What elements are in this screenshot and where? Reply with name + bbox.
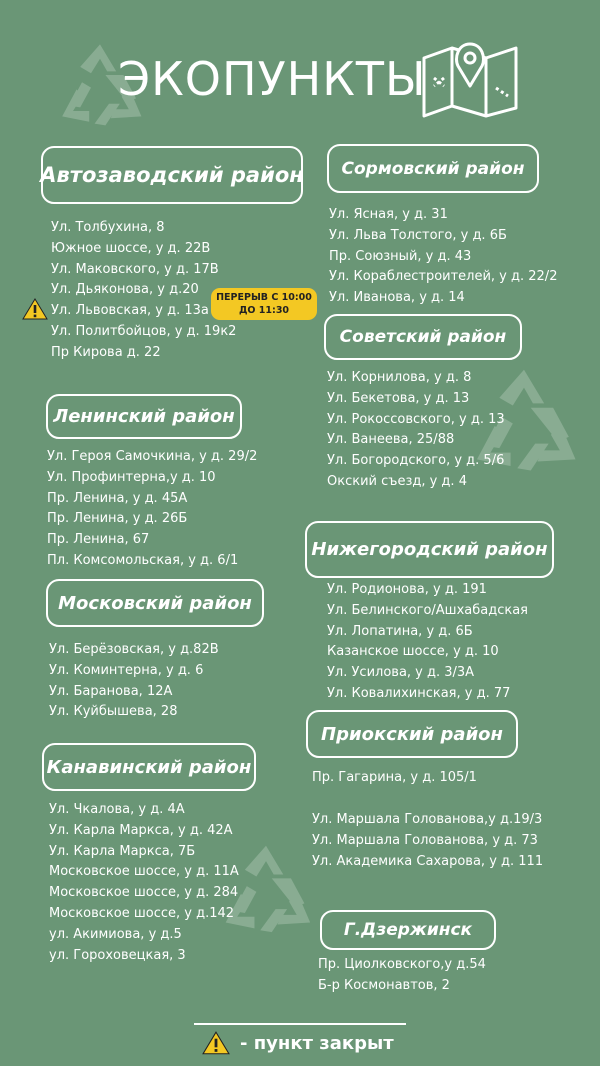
district-title-dzerzhinsk: Г.Дзержинск (320, 910, 496, 950)
list-item: Пр. Гагарина, у д. 105/1 (312, 770, 477, 785)
list-item: Пр Кирова д. 22 (51, 344, 161, 360)
list-item: Ул. Бекетова, у д. 13 (327, 390, 470, 406)
list-item: Ул. Льва Толстого, у д. 6Б (329, 227, 507, 243)
list-item: ул. Гороховецкая, 3 (49, 947, 186, 963)
list-item: ул. Акимиова, у д.5 (49, 926, 182, 942)
map-pin-icon (420, 38, 520, 118)
list-item: Пр. Циолковского,у д.54 (318, 957, 486, 972)
address-list-prioksky-top (312, 768, 477, 789)
list-item: Ул. Кораблестроителей, у д. 22/2 (329, 269, 558, 285)
list-item: Окский съезд, у д. 4 (327, 473, 467, 489)
page-title: ЭКОПУНКТЫ (118, 52, 427, 106)
list-item: Ул. Ковалихинская, у д. 77 (327, 685, 511, 701)
break-time-badge (211, 288, 317, 320)
list-item: Ул. Иванова, у д. 14 (329, 290, 465, 306)
list-item: Ул. Профинтерна,у д. 10 (47, 469, 216, 485)
legend (202, 1031, 394, 1055)
list-item: Ул. Дьяконова, у д.20 (51, 282, 199, 298)
list-item: Пл. Комсомольская, у д. 6/1 (47, 552, 239, 568)
break-time-line2: ДО 11:30 (238, 305, 290, 316)
warning-icon (22, 298, 48, 320)
list-item: Б-р Космонавтов, 2 (318, 977, 450, 993)
list-item: Ул. Баранова, 12А (49, 683, 173, 699)
legend-divider (194, 1023, 406, 1025)
district-title-nizhegorodsky: Нижегородский район (305, 521, 554, 578)
list-item: Ул. Героя Самочкина, у д. 29/2 (47, 449, 258, 464)
address-list-leninsky (47, 447, 257, 572)
district-title-prioksky: Приокский район (306, 710, 518, 758)
address-list-prioksky-bottom (312, 810, 543, 872)
address-list-nizhegorodsky (327, 580, 528, 705)
list-item: Ул. Львовская, у д. 13а (51, 303, 209, 319)
list-item: Пр. Ленина, у д. 45А (47, 490, 188, 506)
list-item: Ул. Белинского/Ашхабадская (327, 602, 528, 618)
list-item: Пр. Ленина, 67 (47, 532, 150, 548)
list-item: Ул. Берёзовская, у д.82В (49, 642, 219, 657)
list-item: Ул. Коминтерна, у д. 6 (49, 662, 204, 678)
list-item: Ул. Усилова, у д. 3/3А (327, 665, 475, 681)
list-item: Ул. Лопатина, у д. 6Б (327, 623, 473, 639)
list-item: Ул. Рокоссовского, у д. 13 (327, 411, 505, 427)
address-list-kanavinsky (49, 800, 239, 966)
address-list-dzerzhinsk (318, 955, 486, 997)
district-title-sovetsky: Советский район (324, 314, 522, 360)
district-title-leninsky: Ленинский район (46, 394, 242, 439)
list-item: Ул. Чкалова, у д. 4А (49, 802, 185, 817)
district-title-sormovsky: Сормовский район (327, 144, 539, 193)
address-list-sormovsky (329, 205, 557, 309)
list-item: Ул. Маршала Голованова,у д.19/3 (312, 812, 543, 827)
list-item: Пр. Союзный, у д. 43 (329, 248, 472, 264)
address-list-avtozavodsky (51, 218, 236, 364)
district-title-kanavinsky: Канавинский район (42, 743, 256, 791)
list-item: Ул. Ванеева, 25/88 (327, 432, 455, 448)
list-item: Южное шоссе, у д. 22В (51, 240, 211, 256)
list-item: Ул. Корнилова, у д. 8 (327, 370, 472, 385)
list-item: Ул. Ясная, у д. 31 (329, 207, 448, 222)
list-item: Ул. Карла Маркса, у д. 42А (49, 822, 233, 838)
district-title-moskovsky: Московский район (46, 579, 264, 627)
list-item: Ул. Карла Маркса, 7Б (49, 843, 196, 859)
list-item: Ул. Толбухина, 8 (51, 220, 165, 235)
list-item: Ул. Политбойцов, у д. 19к2 (51, 323, 237, 339)
list-item: Ул. Куйбышева, 28 (49, 704, 178, 720)
list-item: Ул. Родионова, у д. 191 (327, 582, 487, 597)
list-item: Пр. Ленина, у д. 26Б (47, 511, 188, 527)
address-list-sovetsky (327, 368, 505, 493)
list-item: Ул. Маршала Голованова, у д. 73 (312, 832, 538, 848)
address-list-moskovsky (49, 640, 219, 723)
legend-text: - пункт закрыт (240, 1032, 394, 1054)
list-item: Ул. Маковского, у д. 17В (51, 261, 219, 277)
district-title-avtozavodsky: Автозаводский район (41, 146, 303, 204)
warning-icon (202, 1031, 230, 1055)
list-item: Казанское шоссе, у д. 10 (327, 644, 499, 660)
list-item: Московское шоссе, у д. 284 (49, 885, 239, 901)
break-time-line1: ПЕРЕРЫВ С 10:00 (216, 292, 312, 303)
list-item: Ул. Богородского, у д. 5/6 (327, 453, 505, 469)
list-item: Ул. Академика Сахарова, у д. 111 (312, 853, 544, 869)
list-item: Московское шоссе, у д.142 (49, 905, 235, 921)
list-item: Московское шоссе, у д. 11А (49, 864, 239, 880)
